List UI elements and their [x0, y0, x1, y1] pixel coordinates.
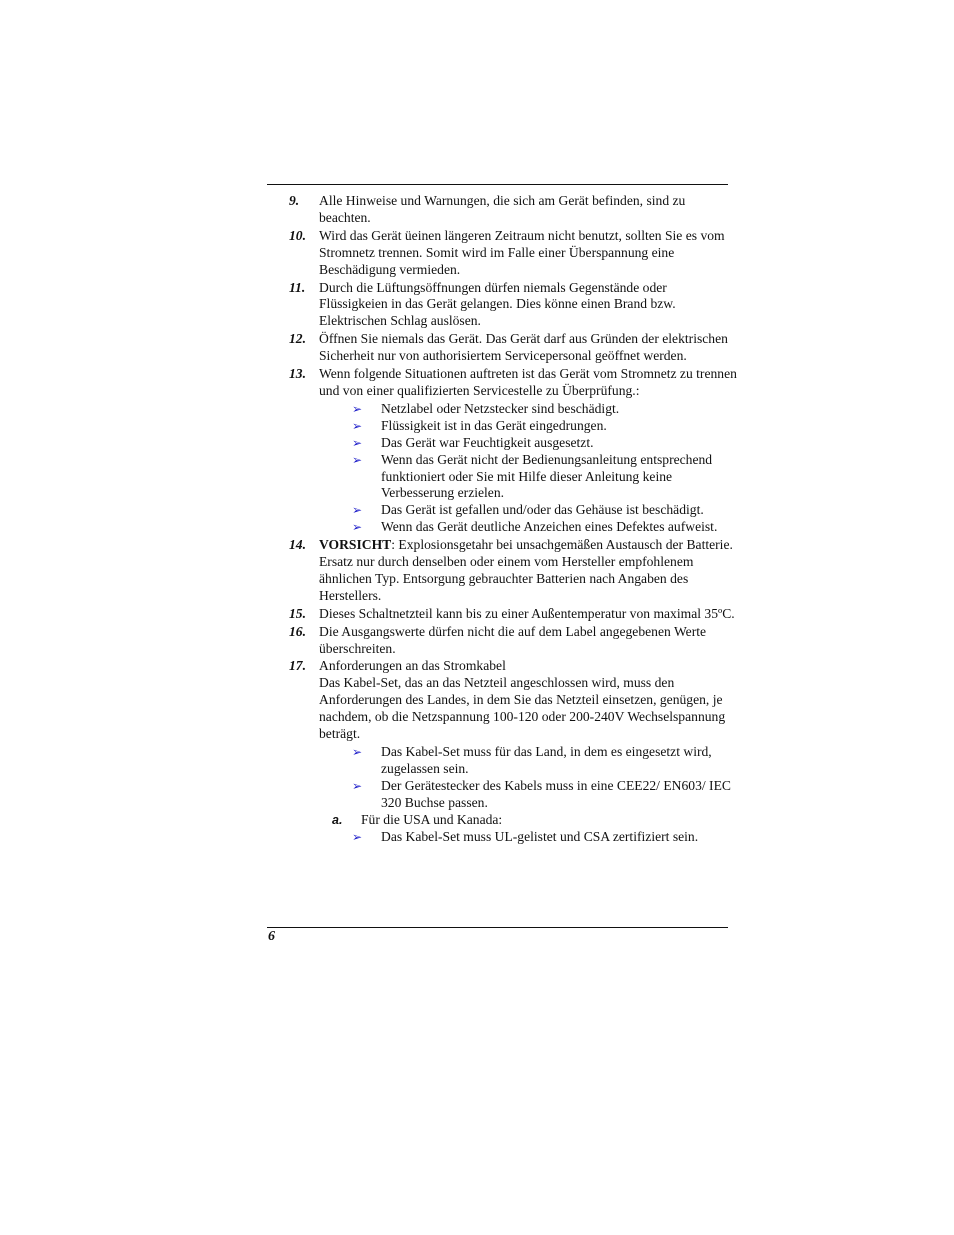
- bullet-item: [267, 401, 737, 418]
- arrow-bullet-icon: ➢: [352, 452, 363, 467]
- item-text: Durch die Lüftungsöffnungen dürfen niemals Gegenstände oder Flüssigkeien in das Gerät gelangen. Dies könne einen Brand bzw. Elektrischen Schlag auslösen.: [319, 279, 676, 329]
- bullet-text: Flüssigkeit ist in das Gerät eingedrungen.: [381, 417, 607, 433]
- arrow-bullet-icon: ➢: [352, 435, 363, 450]
- bullet-text: Der Gerätestecker des Kabels muss in eine CEE22/ EN603/ IEC 320 Buchse passen.: [381, 777, 731, 810]
- list-item-16: [267, 624, 737, 658]
- item-text: Das Kabel-Set, das an das Netzteil angeschlossen wird, muss den Anforderungen des Landes, in dem Sie das Netzteil einsetzen, genügen, je nachdem, ob die Netzspannung 100-120 oder 200-240V Wechselspannung beträgt.: [319, 675, 726, 742]
- bullet-text: Das Gerät ist gefallen und/oder das Gehäuse ist beschädigt.: [381, 502, 704, 518]
- item-text: Wird das Gerät üeinen längeren Zeitraum nicht benutzt, sollten Sie es vom Stromnetz trennen. Somit wird im Falle einer Überspannung eine Beschädigung vermieden.: [319, 227, 725, 277]
- arrow-bullet-icon: ➢: [352, 401, 363, 416]
- bullet-text: Wenn das Gerät nicht der Bedienungsanleitung entsprechend funktioniert oder Sie mit Hilfe dieser Anleitung keine Verbesserung erzielen.: [381, 451, 713, 501]
- item-text: Dieses Schaltnetzteil kann bis zu einer Außentemperatur von maximal 35ºC.: [319, 605, 735, 621]
- footer-rule: [267, 927, 728, 928]
- list-item-11: [267, 280, 737, 331]
- arrow-bullet-icon: ➢: [352, 829, 363, 844]
- bullet-text: Wenn das Gerät deutliche Anzeichen eines Defektes aufweist.: [381, 519, 718, 535]
- list-item-13: [267, 366, 737, 400]
- item-number: 14.: [289, 537, 306, 553]
- list-item-17: [267, 658, 737, 743]
- list-item-10: [267, 228, 737, 279]
- bullet-item: [267, 829, 737, 846]
- bullet-item: [267, 418, 737, 435]
- bullet-text: Das Gerät war Feuchtigkeit ausgesetzt.: [381, 434, 594, 450]
- item-number: 11.: [289, 279, 306, 295]
- page-number: 6: [268, 929, 275, 944]
- item-number: 10.: [289, 227, 306, 243]
- arrow-bullet-icon: ➢: [352, 418, 363, 433]
- bullet-text: Das Kabel-Set muss für das Land, in dem es eingesetzt wird, zugelassen sein.: [381, 744, 712, 776]
- bullet-text: Netzlabel oder Netzstecker sind beschädigt.: [381, 400, 620, 416]
- list-item-14: [267, 537, 737, 605]
- bullet-item: [267, 744, 737, 778]
- sub-item-a: [267, 812, 737, 829]
- bullet-text: Das Kabel-Set muss UL-gelistet und CSA zertifiziert sein.: [381, 828, 699, 844]
- list-item-15: [267, 606, 737, 623]
- item-number: 9.: [289, 193, 300, 208]
- arrow-bullet-icon: ➢: [352, 520, 363, 535]
- item-number: 13.: [289, 366, 306, 382]
- caution-label: VORSICHT: [319, 537, 392, 553]
- arrow-bullet-icon: ➢: [352, 503, 363, 518]
- bullet-item: [267, 519, 737, 536]
- item-text: Wenn folgende Situationen auftreten ist das Gerät vom Stromnetz zu trennen und von einer qualifizierten Servicestelle zu Überprüfung.:: [319, 366, 737, 398]
- item-number: 17.: [289, 658, 306, 674]
- page-content: [267, 193, 737, 845]
- item-number: 16.: [289, 623, 306, 639]
- item-number: 15.: [289, 605, 306, 621]
- sub-item-label: a.: [332, 812, 343, 827]
- item-text: Öffnen Sie niemals das Gerät. Das Gerät darf aus Gründen der elektrischen Sicherheit nur von authorisiertem Servicepersonal geöffnet werden.: [319, 331, 728, 364]
- item-text: Alle Hinweise und Warnungen, die sich am Gerät befinden, sind zu beachten.: [319, 193, 686, 225]
- list-item-9: [267, 193, 737, 227]
- item-number: 12.: [289, 331, 306, 347]
- sub-item-text: Für die USA und Kanada:: [361, 811, 503, 827]
- bullet-item: [267, 502, 737, 519]
- bullet-item: [267, 435, 737, 452]
- arrow-bullet-icon: ➢: [352, 778, 363, 793]
- header-rule: [267, 184, 728, 185]
- list-item-12: [267, 331, 737, 365]
- item-text: Die Ausgangswerte dürfen nicht die auf dem Label angegebenen Werte überschreiten.: [319, 623, 707, 656]
- item-title: Anforderungen an das Stromkabel: [319, 658, 506, 674]
- arrow-bullet-icon: ➢: [352, 745, 363, 759]
- bullet-item: [267, 452, 737, 503]
- item-text: : Explosionsgetahr bei unsachgemäßen Austausch der Batterie. Ersatz nur durch denselben oder einem vom Hersteller empfohlenem ähnlichen Typ. Entsorgung gebrauchter Batterien nach Angaben des Herstellers.: [319, 537, 733, 603]
- bullet-item: [267, 778, 737, 812]
